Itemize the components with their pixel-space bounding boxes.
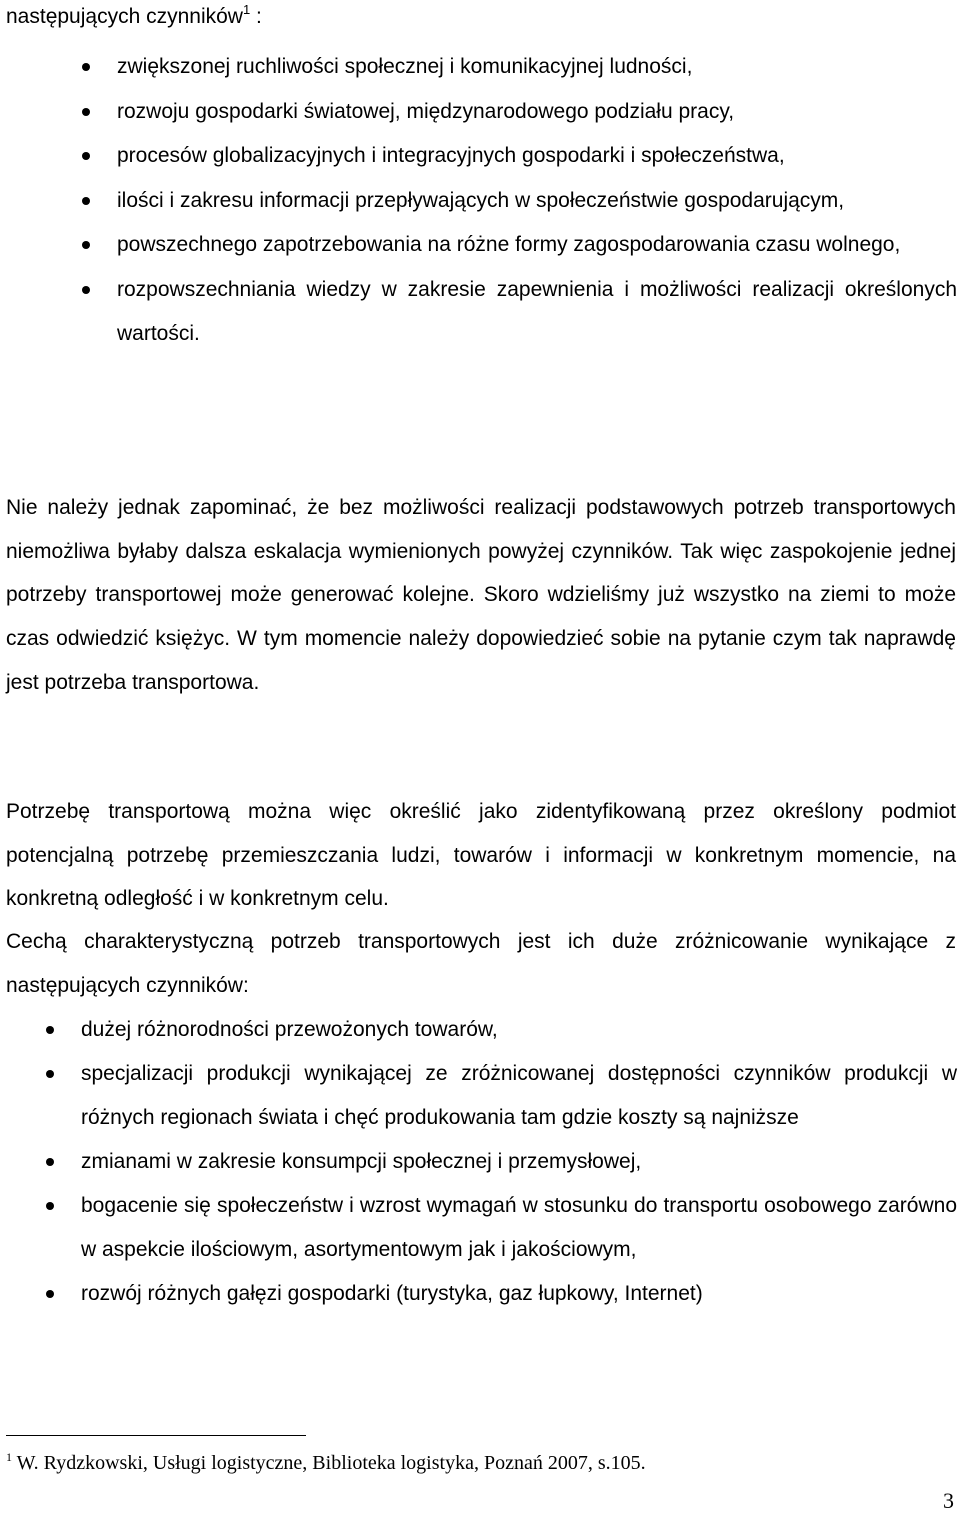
paragraph-definition: Potrzebę transportową można więc określić jako zidentyfikowaną przez określony podmiot potencjalną potrzebę przemieszczania ludzi, towarów i informacji w konkretnym momencie, na konkretną odległość i w konkretnym celu. (6, 800, 956, 911)
list-item (117, 45, 957, 90)
bullet-icon (82, 241, 90, 249)
footnote-number: 1 (6, 1450, 12, 1464)
bullet-icon (82, 63, 90, 71)
paragraph-characteristics: Cechą charakterystyczną potrzeb transportowych jest ich duże zróżnicowanie wynikające z następujących czynników: (6, 930, 956, 997)
intro-colon: : (256, 5, 262, 28)
list-item-text: ilości i zakresu informacji przepływających w społeczeństwie gospodarującym, (117, 188, 845, 212)
intro-text: następujących czynników (6, 5, 243, 28)
bullet-icon (46, 1290, 54, 1298)
list-item-text: procesów globalizacyjnych i integracyjnych gospodarki i społeczeństwa, (117, 144, 785, 167)
list-item-text: bogacenie się społeczeństw i wzrost wymagań w stosunku do transportu osobowego zarówno w aspekcie ilościowym, asortymentowym jak i jakościowym, (81, 1194, 957, 1261)
list-item (117, 223, 957, 268)
list-item-text: powszechnego zapotrzebowania na różne formy zagospodarowania czasu wolnego, (117, 233, 901, 256)
list-item (117, 179, 957, 224)
paragraph-transport-needs: Nie należy jednak zapominać, że bez możliwości realizacji podstawowych potrzeb transportowych niemożliwa byłaby dalsza eskalacja wymienionych powyżej czynników. Tak więc zaspokojenie jednej potrzeby transportowej może generować kolejne. Skoro wdzieliśmy już wszystko na ziemi to może czas odwiedzić księżyc. W tym momencie należy dopowiedzieć sobie na pytanie czym tak naprawdę jest potrzeba transportowa. (6, 496, 956, 694)
list-item-text: zwiększonej ruchliwości społecznej i komunikacyjnej ludności, (117, 55, 693, 78)
list-item (81, 1140, 957, 1184)
intro-line (6, 2, 956, 32)
list-item (81, 1184, 957, 1272)
bullet-icon (46, 1026, 54, 1034)
footnote-reference[interactable]: 1 (242, 2, 251, 17)
list-item (117, 268, 957, 357)
factors-list (117, 45, 957, 357)
footnote-separator (6, 1435, 306, 1436)
list-item-text: rozwoju gospodarki światowej, międzynarodowego podziału pracy, (117, 99, 735, 123)
bullet-icon (46, 1070, 54, 1078)
list-item-text: rozwój różnych gałęzi gospodarki (turystyka, gaz łupkowy, Internet) (81, 1282, 703, 1305)
bullet-icon (46, 1158, 54, 1166)
list-item-text: rozpowszechniania wiedzy w zakresie zapewnienia i możliwości realizacji określonych wartości. (117, 277, 957, 345)
list-item (117, 90, 957, 135)
list-item (117, 134, 957, 179)
list-item-text: specjalizacji produkcji wynikającej ze zróżnicowanej dostępności czynników produkcji w różnych regionach świata i chęć produkowania tam gdzie koszty są najniższe (81, 1062, 957, 1129)
list-item (81, 1272, 957, 1316)
footnote-text: W. Rydzkowski, Usługi logistyczne, Biblioteka logistyka, Poznań 2007, s.105. (12, 1452, 646, 1474)
bullet-icon (82, 286, 90, 294)
list-item-text: dużej różnorodności przewożonych towarów, (81, 1018, 498, 1041)
differentiation-factors-list (81, 1008, 957, 1316)
bullet-icon (82, 197, 90, 205)
bullet-icon (46, 1202, 54, 1210)
list-item (81, 1052, 957, 1140)
bullet-icon (82, 108, 90, 116)
bullet-icon (82, 152, 90, 160)
page-number: 3 (943, 1488, 954, 1513)
list-item-text: zmianami w zakresie konsumpcji społecznej i przemysłowej, (81, 1150, 642, 1173)
list-item (81, 1008, 957, 1052)
footnote (6, 1450, 646, 1476)
